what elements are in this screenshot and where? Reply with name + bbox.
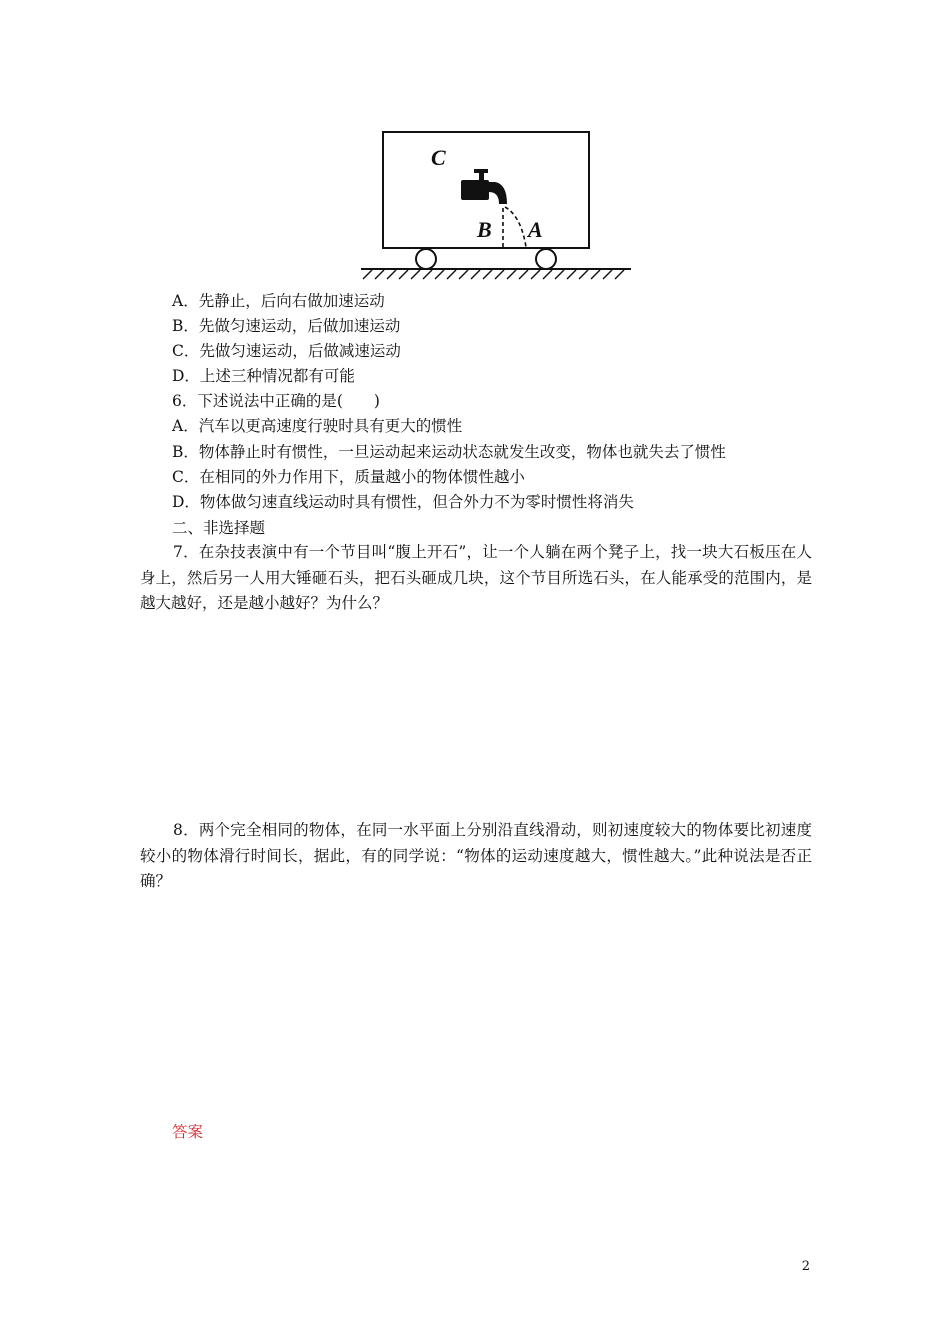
q8-text: 8．两个完全相同的物体，在同一水平面上分别沿直线滑动，则初速度较大的物体要比初速度较小的物体滑行时间长，据此，有的同学说：“物体的运动速度越大，惯性越大。”此种说法是否正确？ bbox=[140, 821, 812, 890]
label-a: A bbox=[528, 217, 543, 242]
q6-option-c: C．在相同的外力作用下，质量越小的物体惯性越小 bbox=[172, 468, 525, 486]
q5-option-a: A．先静止，后向右做加速运动 bbox=[172, 292, 385, 310]
q6-stem: 6．下述说法中正确的是( ) bbox=[172, 392, 380, 410]
page-number: 2 bbox=[801, 1259, 810, 1274]
q7-text: 7．在杂技表演中有一个节目叫“腹上开石”，让一个人躺在两个凳子上，找一块大石板压在人身上，然后另一人用大锤砸石头，把石头砸成几块，这个节目所选石头，在人能承受的范围内，是越大越好，还是越小越好？为什么？ bbox=[140, 543, 812, 612]
q5-option-b: B．先做匀速运动，后做加速运动 bbox=[172, 317, 401, 335]
section-heading: 二、非选择题 bbox=[172, 519, 266, 537]
cart-wheel-right bbox=[536, 249, 556, 269]
cart-faucet-figure bbox=[355, 128, 635, 280]
ground-hatching bbox=[363, 270, 624, 279]
q6-option-b: B．物体静止时有惯性，一旦运动起来运动状态就发生改变，物体也就失去了惯性 bbox=[172, 443, 726, 461]
cart-diagram bbox=[355, 128, 635, 280]
faucet-icon bbox=[461, 169, 507, 204]
answer-heading: 答案 bbox=[172, 1123, 204, 1141]
label-c: C bbox=[431, 145, 446, 170]
q5-option-d: D．上述三种情况都有可能 bbox=[172, 367, 355, 385]
q6-option-a: A．汽车以更高速度行驶时具有更大的惯性 bbox=[172, 417, 463, 435]
cart-wheel-left bbox=[416, 249, 436, 269]
q6-option-d: D．物体做匀速直线运动时具有惯性，但合外力不为零时惯性将消失 bbox=[172, 493, 634, 511]
drop-path-a bbox=[505, 207, 526, 247]
label-b: B bbox=[477, 217, 492, 242]
q5-option-c: C．先做匀速运动，后做减速运动 bbox=[172, 342, 401, 360]
